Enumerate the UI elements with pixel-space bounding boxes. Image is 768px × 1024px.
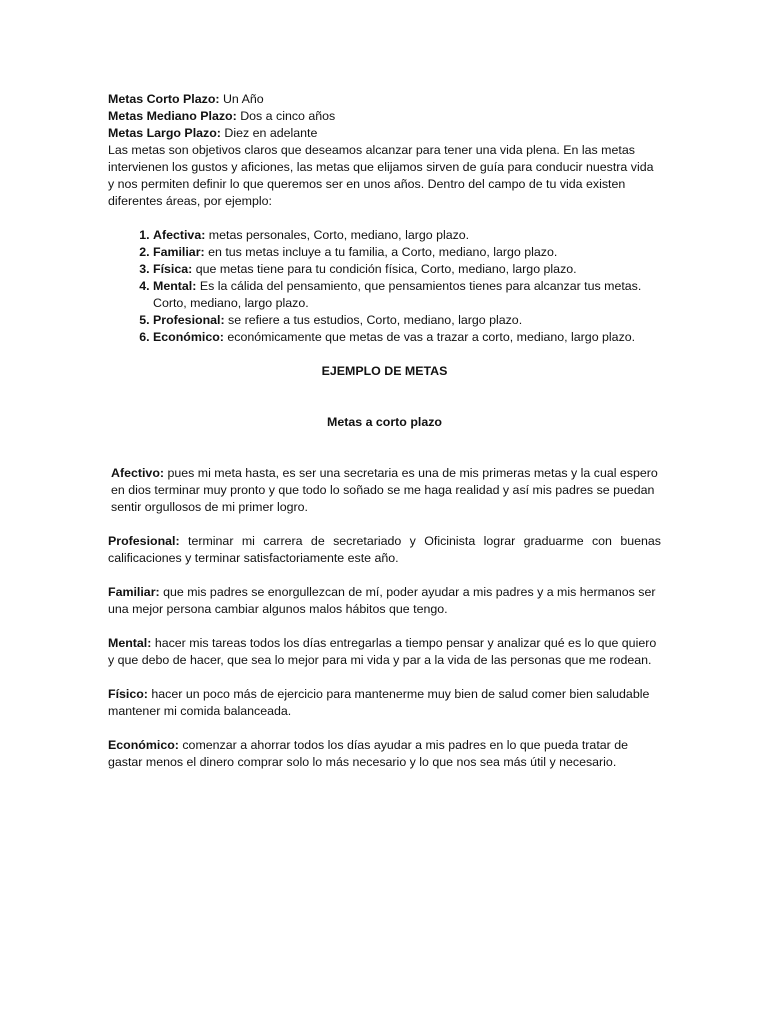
- section-title: EJEMPLO DE METAS: [321, 364, 448, 378]
- goal-paragraph-economico: [108, 737, 661, 771]
- goal-label: Profesional:: [108, 534, 180, 548]
- area-text: en tus metas incluye a tu familia, a Corto, mediano, largo plazo.: [204, 245, 558, 259]
- term-value: Diez en adelante: [220, 126, 318, 140]
- goal-paragraph-fisico: [108, 686, 661, 720]
- goal-text: hacer un poco más de ejercicio para mantenerme muy bien de salud comer bien saludable mantener mi comida balanceada.: [108, 687, 650, 718]
- goal-label: Afectivo:: [111, 466, 165, 480]
- goal-text: pues mi meta hasta, es ser una secretaria es una de mis primeras metas y la cual espero en dios terminar muy pronto y que todo lo soñado se me haga realidad y así mis padres se puedan sentir orgullosos de mi primer logro.: [111, 466, 658, 514]
- area-label: Mental:: [153, 279, 197, 293]
- goal-paragraph-afectivo: [108, 465, 661, 516]
- goal-text: hacer mis tareas todos los días entregarlas a tiempo pensar y analizar qué es lo que quiero y que debo de hacer, que sea lo mejor para mi vida y par a la vida de las personas que me rodean.: [108, 636, 657, 667]
- term-long: [108, 125, 661, 142]
- goal-terms-block: [108, 91, 661, 142]
- area-text: se refiere a tus estudios, Corto, mediano, largo plazo.: [224, 313, 523, 327]
- areas-list: [108, 227, 661, 346]
- area-text: económicamente que metas de vas a trazar a corto, mediano, largo plazo.: [223, 330, 636, 344]
- goal-paragraph-mental: [108, 635, 661, 669]
- section-subtitle: Metas a corto plazo: [327, 415, 442, 429]
- term-value: Un Año: [219, 92, 264, 106]
- goal-text: comenzar a ahorrar todos los días ayudar a mis padres en lo que pueda tratar de gastar menos el dinero comprar solo lo más necesario y lo que nos sea más útil y necesario.: [108, 738, 628, 769]
- area-text: metas personales, Corto, mediano, largo plazo.: [205, 228, 470, 242]
- list-item: [153, 244, 661, 261]
- term-label: Metas Largo Plazo:: [108, 126, 221, 140]
- term-label: Metas Mediano Plazo:: [108, 109, 237, 123]
- term-medium: [108, 108, 661, 125]
- list-item: [153, 227, 661, 244]
- goal-paragraph-familiar: [108, 584, 661, 618]
- list-item: [153, 329, 661, 346]
- area-label: Física:: [153, 262, 193, 276]
- term-short: [108, 91, 661, 108]
- area-text: Es la cálida del pensamiento, que pensamientos tienes para alcanzar tus metas. Corto, mediano, largo plazo.: [153, 279, 642, 310]
- goal-label: Económico:: [108, 738, 179, 752]
- area-label: Afectiva:: [153, 228, 206, 242]
- intro-paragraph: Las metas son objetivos claros que deseamos alcanzar para tener una vida plena. En las metas intervienen los gustos y aficiones, las metas que elijamos sirven de guía para conducir nuestra vida y nos permiten definir lo que queremos ser en unos años. Dentro del campo de tu vida existen diferentes áreas, por ejemplo:: [108, 143, 654, 208]
- goal-text: terminar mi carrera de secretariado y Oficinista lograr graduarme con buenas calificaciones y terminar satisfactoriamente este año.: [108, 534, 661, 565]
- area-label: Económico:: [153, 330, 224, 344]
- goal-paragraph-profesional: [108, 533, 661, 567]
- document-page: [108, 91, 661, 771]
- goal-label: Familiar:: [108, 585, 160, 599]
- list-item: [153, 278, 661, 312]
- list-item: [153, 312, 661, 329]
- area-label: Familiar:: [153, 245, 205, 259]
- goal-label: Físico:: [108, 687, 148, 701]
- list-item: [153, 261, 661, 278]
- term-value: Dos a cinco años: [236, 109, 336, 123]
- goal-label: Mental:: [108, 636, 152, 650]
- term-label: Metas Corto Plazo:: [108, 92, 220, 106]
- area-text: que metas tiene para tu condición física, Corto, mediano, largo plazo.: [192, 262, 577, 276]
- area-label: Profesional:: [153, 313, 225, 327]
- goal-text: que mis padres se enorgullezcan de mí, poder ayudar a mis padres y a mis hermanos ser una mejor persona cambiar algunos malos hábitos que tengo.: [108, 585, 656, 616]
